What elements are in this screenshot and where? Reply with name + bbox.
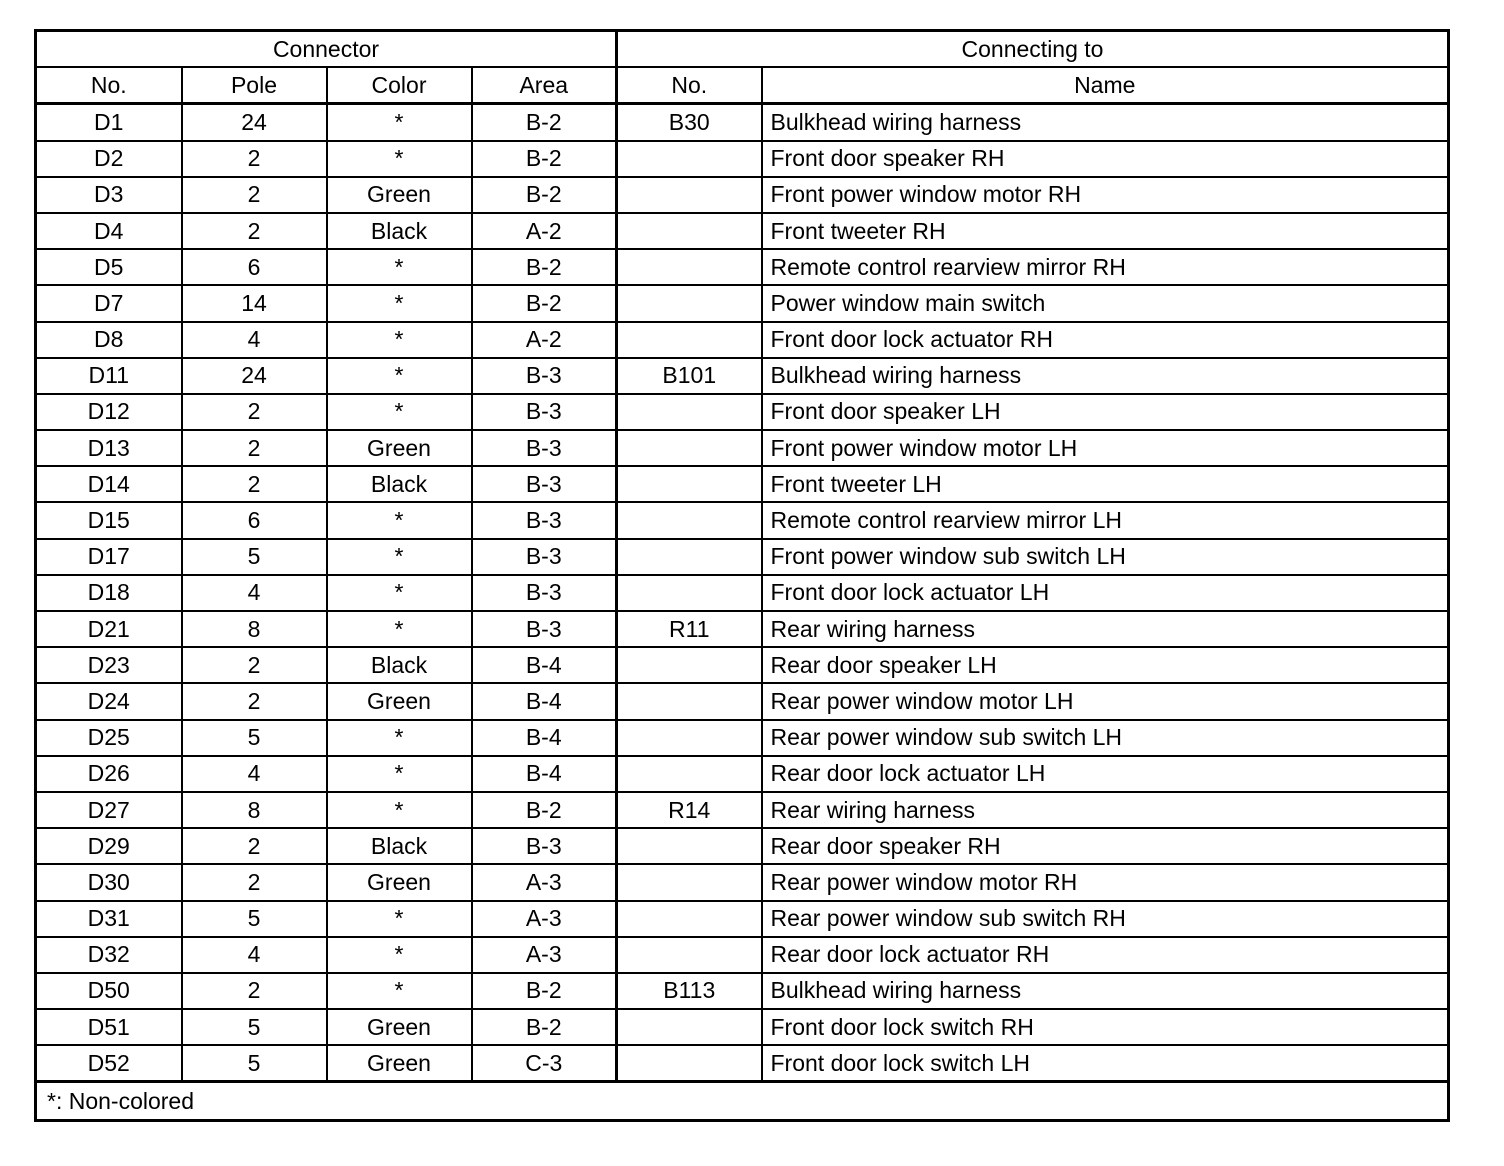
column-header-row [36,67,1449,104]
cell-to-no [617,177,762,213]
cell-no: D14 [36,466,182,502]
cell-no: D18 [36,575,182,611]
cell-pole: 6 [182,249,327,285]
cell-no: D51 [36,1009,182,1045]
cell-color: * [327,285,472,321]
cell-no: D15 [36,502,182,538]
cell-pole: 2 [182,141,327,177]
cell-color: Green [327,1009,472,1045]
column-header-area: Area [472,67,617,104]
cell-no: D32 [36,937,182,973]
cell-pole: 8 [182,611,327,647]
cell-color: Green [327,1045,472,1082]
cell-color: * [327,358,472,394]
cell-pole: 24 [182,358,327,394]
cell-area: B-4 [472,683,617,719]
cell-no: D4 [36,213,182,249]
table-footer [36,1082,1449,1121]
table-row [36,539,1449,575]
cell-name: Front power window motor LH [762,430,1449,466]
cell-to-no: R14 [617,792,762,828]
table-row [36,141,1449,177]
cell-no: D1 [36,104,182,141]
cell-color: * [327,539,472,575]
cell-area: A-3 [472,864,617,900]
cell-color: * [327,249,472,285]
cell-area: B-2 [472,285,617,321]
table-row [36,213,1449,249]
cell-area: B-4 [472,756,617,792]
cell-name: Rear door speaker LH [762,647,1449,683]
table-row [36,1045,1449,1082]
cell-pole: 2 [182,864,327,900]
cell-color: * [327,792,472,828]
cell-to-no: B113 [617,973,762,1009]
cell-pole: 2 [182,683,327,719]
cell-pole: 5 [182,1009,327,1045]
cell-no: D25 [36,720,182,756]
cell-name: Rear door lock actuator LH [762,756,1449,792]
cell-to-no [617,322,762,358]
cell-name: Rear power window sub switch LH [762,720,1449,756]
table-row [36,575,1449,611]
cell-area: B-4 [472,720,617,756]
cell-to-no [617,864,762,900]
cell-name: Remote control rearview mirror RH [762,249,1449,285]
cell-color: Black [327,647,472,683]
table-row [36,285,1449,321]
group-header-connecting-to: Connecting to [617,31,1449,68]
cell-no: D26 [36,756,182,792]
cell-pole: 2 [182,394,327,430]
cell-to-no [617,1045,762,1082]
cell-no: D50 [36,973,182,1009]
cell-color: Black [327,828,472,864]
cell-to-no [617,213,762,249]
table-body [36,104,1449,1082]
cell-area: B-3 [472,430,617,466]
cell-area: B-2 [472,973,617,1009]
cell-to-no [617,575,762,611]
table-row [36,864,1449,900]
cell-to-no [617,249,762,285]
cell-pole: 5 [182,720,327,756]
cell-pole: 4 [182,937,327,973]
cell-to-no: R11 [617,611,762,647]
table-row [36,792,1449,828]
column-header-to-no: No. [617,67,762,104]
cell-area: C-3 [472,1045,617,1082]
cell-to-no [617,394,762,430]
cell-name: Rear door speaker RH [762,828,1449,864]
cell-name: Front power window motor RH [762,177,1449,213]
cell-to-no [617,430,762,466]
cell-to-no [617,720,762,756]
cell-name: Front door lock switch RH [762,1009,1449,1045]
cell-pole: 2 [182,177,327,213]
cell-name: Rear wiring harness [762,792,1449,828]
cell-color: * [327,502,472,538]
table-row [36,249,1449,285]
cell-name: Front door lock actuator RH [762,322,1449,358]
table-row [36,937,1449,973]
cell-name: Front power window sub switch LH [762,539,1449,575]
cell-area: B-3 [472,611,617,647]
table-row [36,683,1449,719]
cell-area: B-3 [472,575,617,611]
cell-no: D11 [36,358,182,394]
cell-area: B-2 [472,1009,617,1045]
cell-no: D2 [36,141,182,177]
table-row [36,756,1449,792]
cell-no: D7 [36,285,182,321]
cell-no: D5 [36,249,182,285]
cell-no: D13 [36,430,182,466]
connector-table [34,29,1450,1122]
cell-name: Rear power window sub switch RH [762,901,1449,937]
cell-color: * [327,141,472,177]
cell-color: Black [327,213,472,249]
cell-name: Remote control rearview mirror LH [762,502,1449,538]
cell-to-no [617,141,762,177]
cell-color: Green [327,864,472,900]
cell-area: A-2 [472,213,617,249]
cell-area: B-3 [472,828,617,864]
cell-to-no: B101 [617,358,762,394]
table-row [36,611,1449,647]
column-header-color: Color [327,67,472,104]
table-row [36,973,1449,1009]
table-row [36,720,1449,756]
table-row [36,828,1449,864]
cell-to-no [617,937,762,973]
cell-name: Front tweeter LH [762,466,1449,502]
cell-no: D23 [36,647,182,683]
cell-to-no [617,466,762,502]
cell-to-no: B30 [617,104,762,141]
footnote: *: Non-colored [36,1082,1449,1121]
cell-to-no [617,1009,762,1045]
cell-area: B-2 [472,792,617,828]
table-row [36,104,1449,141]
cell-name: Rear wiring harness [762,611,1449,647]
cell-color: * [327,104,472,141]
cell-area: B-2 [472,249,617,285]
cell-area: B-3 [472,502,617,538]
table-row [36,394,1449,430]
cell-no: D17 [36,539,182,575]
cell-area: A-3 [472,901,617,937]
cell-pole: 14 [182,285,327,321]
cell-no: D52 [36,1045,182,1082]
cell-color: * [327,937,472,973]
cell-pole: 2 [182,828,327,864]
cell-to-no [617,285,762,321]
cell-name: Front door lock actuator LH [762,575,1449,611]
cell-no: D31 [36,901,182,937]
cell-name: Bulkhead wiring harness [762,973,1449,1009]
cell-pole: 4 [182,756,327,792]
cell-color: Green [327,683,472,719]
table-row [36,502,1449,538]
cell-name: Bulkhead wiring harness [762,358,1449,394]
group-header-row [36,31,1449,68]
cell-no: D30 [36,864,182,900]
cell-color: * [327,720,472,756]
cell-area: B-4 [472,647,617,683]
cell-color: * [327,756,472,792]
cell-pole: 2 [182,213,327,249]
cell-pole: 8 [182,792,327,828]
cell-color: * [327,575,472,611]
column-header-no: No. [36,67,182,104]
cell-name: Front door speaker LH [762,394,1449,430]
cell-color: * [327,611,472,647]
cell-no: D24 [36,683,182,719]
cell-name: Bulkhead wiring harness [762,104,1449,141]
cell-pole: 5 [182,1045,327,1082]
cell-name: Rear door lock actuator RH [762,937,1449,973]
column-header-pole: Pole [182,67,327,104]
cell-no: D29 [36,828,182,864]
table-row [36,430,1449,466]
cell-to-no [617,756,762,792]
cell-pole: 6 [182,502,327,538]
cell-name: Front door lock switch LH [762,1045,1449,1082]
cell-pole: 4 [182,575,327,611]
cell-area: B-2 [472,177,617,213]
table-header [36,31,1449,104]
cell-area: B-3 [472,466,617,502]
cell-pole: 4 [182,322,327,358]
cell-color: * [327,322,472,358]
table-row [36,647,1449,683]
cell-color: * [327,394,472,430]
cell-no: D8 [36,322,182,358]
cell-area: B-3 [472,394,617,430]
cell-to-no [617,647,762,683]
column-header-name: Name [762,67,1449,104]
cell-name: Power window main switch [762,285,1449,321]
cell-area: A-3 [472,937,617,973]
table-row [36,466,1449,502]
cell-to-no [617,683,762,719]
cell-no: D12 [36,394,182,430]
cell-name: Front door speaker RH [762,141,1449,177]
cell-to-no [617,502,762,538]
cell-pole: 24 [182,104,327,141]
group-header-connector: Connector [36,31,617,68]
cell-color: Green [327,177,472,213]
cell-color: * [327,901,472,937]
cell-area: B-3 [472,358,617,394]
cell-to-no [617,539,762,575]
cell-no: D3 [36,177,182,213]
cell-pole: 5 [182,539,327,575]
cell-area: B-3 [472,539,617,575]
cell-no: D27 [36,792,182,828]
table-row [36,901,1449,937]
cell-area: B-2 [472,104,617,141]
table-row [36,322,1449,358]
cell-no: D21 [36,611,182,647]
cell-color: Black [327,466,472,502]
footnote-row [36,1082,1449,1121]
cell-name: Rear power window motor LH [762,683,1449,719]
cell-pole: 5 [182,901,327,937]
cell-color: * [327,973,472,1009]
cell-color: Green [327,430,472,466]
cell-pole: 2 [182,647,327,683]
cell-pole: 2 [182,973,327,1009]
cell-pole: 2 [182,466,327,502]
table-row [36,358,1449,394]
cell-area: A-2 [472,322,617,358]
cell-to-no [617,828,762,864]
cell-pole: 2 [182,430,327,466]
table-row [36,1009,1449,1045]
cell-area: B-2 [472,141,617,177]
cell-to-no [617,901,762,937]
cell-name: Front tweeter RH [762,213,1449,249]
cell-name: Rear power window motor RH [762,864,1449,900]
table-row [36,177,1449,213]
